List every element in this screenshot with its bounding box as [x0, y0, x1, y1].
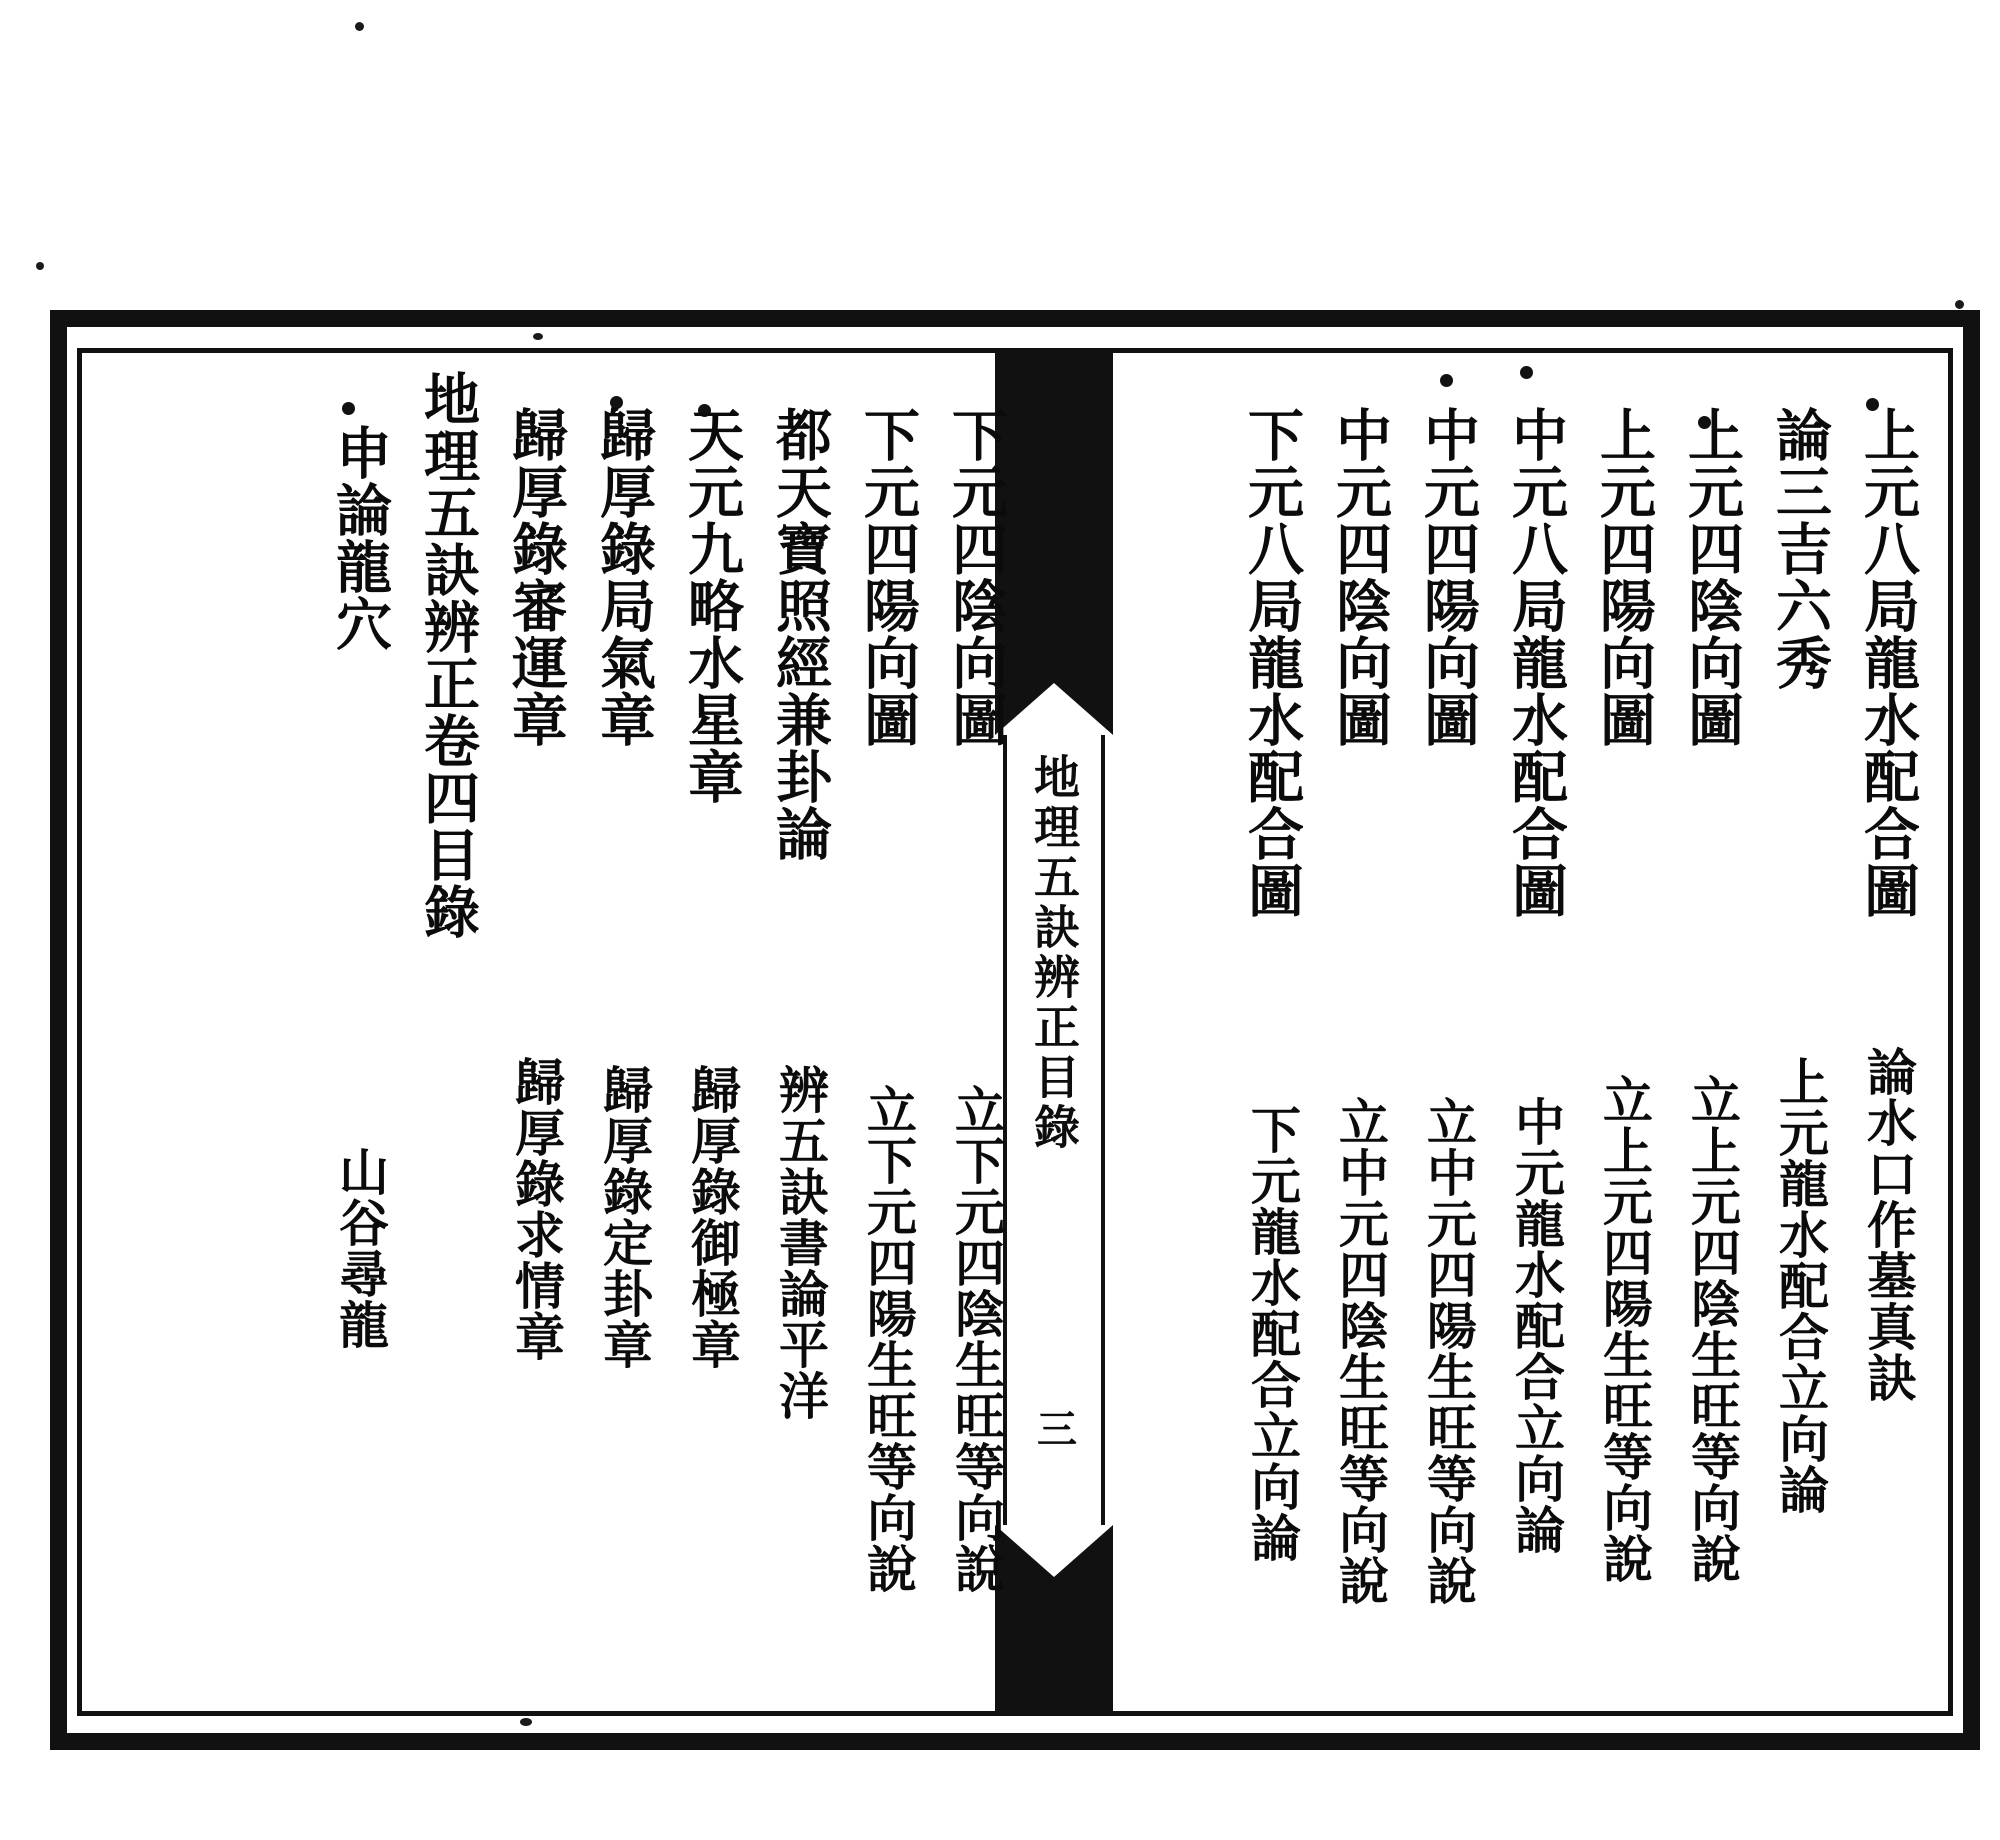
page-number: 三 — [1030, 1408, 1078, 1448]
toc-entry-sub[interactable]: 立下元四陽生旺等向說 — [859, 1084, 918, 1594]
toc-entry-sub[interactable]: 下元龍水配合立向論 — [1243, 1104, 1302, 1563]
toc-entry-sub[interactable]: 立中元四陰生旺等向說 — [1331, 1096, 1390, 1606]
toc-column — [1668, 356, 1745, 1716]
toc-column — [844, 356, 921, 1716]
toc-entry-main[interactable]: 下元八局龍水配合圖 — [1239, 406, 1305, 919]
ink-dot — [1520, 366, 1533, 379]
toc-entry-main[interactable]: 論三吉六秀 — [1767, 406, 1833, 691]
toc-column — [1756, 356, 1833, 1716]
toc-column — [756, 356, 833, 1716]
toc-entry-main[interactable]: 歸厚錄審運章 — [503, 406, 569, 748]
toc-column — [492, 356, 569, 1716]
toc-column — [1404, 356, 1481, 1716]
scan-speck — [355, 22, 364, 31]
toc-entry-sub[interactable]: 立上元四陰生旺等向說 — [1683, 1074, 1742, 1584]
ink-dot — [342, 402, 355, 415]
book-title: 地理五訣辨正目錄 — [1027, 753, 1081, 1153]
toc-entry-sub[interactable]: 立中元四陽生旺等向說 — [1419, 1096, 1478, 1606]
toc-column — [932, 356, 1009, 1716]
toc-entry-main[interactable]: 下元四陽向圖 — [855, 406, 921, 748]
toc-column — [1228, 356, 1305, 1716]
toc-entry-main[interactable]: 上元八局龍水配合圖 — [1855, 406, 1921, 919]
scan-speck — [1955, 300, 1964, 309]
scan-speck — [36, 262, 44, 270]
toc-entry-sub[interactable]: 立上元四陽生旺等向說 — [1595, 1074, 1654, 1584]
scanned-page — [50, 310, 1980, 1750]
toc-entry-main[interactable]: 天元九略水星章 — [679, 406, 745, 805]
toc-entry-sub[interactable]: 歸厚錄御極章 — [683, 1064, 742, 1370]
toc-column — [1316, 356, 1393, 1716]
contents-columns — [84, 356, 1946, 1716]
toc-entry-sub[interactable]: 辨五訣書論平洋 — [771, 1064, 830, 1421]
toc-entry-sub[interactable]: 山谷尋龍 — [331, 1146, 390, 1350]
toc-entry-sub[interactable]: 論水口作墓真訣 — [1859, 1046, 1918, 1403]
toc-entry-sub[interactable]: 立下元四陰生旺等向說 — [947, 1084, 1006, 1594]
toc-entry-sub[interactable]: 上元龍水配合立向論 — [1771, 1056, 1830, 1515]
toc-entry-sub[interactable]: 中元龍水配合立向論 — [1507, 1096, 1566, 1555]
ink-dot — [1440, 374, 1453, 387]
toc-column — [668, 356, 745, 1716]
toc-entry-main[interactable]: 上元四陰向圖 — [1679, 406, 1745, 748]
toc-column — [580, 356, 657, 1716]
toc-entry-main[interactable]: 歸厚錄局氣章 — [591, 406, 657, 748]
toc-entry-main[interactable]: 申論龍穴 — [327, 424, 393, 652]
toc-entry-main[interactable]: 中元四陰向圖 — [1327, 406, 1393, 748]
toc-column — [1580, 356, 1657, 1716]
toc-entry-main[interactable]: 下元四陰向圖 — [943, 406, 1009, 748]
toc-entry-main[interactable]: 中元八局龍水配合圖 — [1503, 406, 1569, 919]
toc-column — [316, 356, 393, 1716]
toc-entry-sub[interactable]: 歸厚錄定卦章 — [595, 1064, 654, 1370]
toc-entry-sub[interactable]: 歸厚錄求情章 — [507, 1056, 566, 1362]
toc-entry-main[interactable]: 上元四陽向圖 — [1591, 406, 1657, 748]
toc-column — [404, 356, 481, 1716]
toc-volume-heading[interactable]: 地理五訣辨正卷四目錄 — [415, 370, 481, 940]
toc-column — [1844, 356, 1921, 1716]
toc-entry-main[interactable]: 都天寶照經兼卦論 — [767, 406, 833, 862]
toc-entry-main[interactable]: 中元四陽向圖 — [1415, 406, 1481, 748]
toc-column — [1492, 356, 1569, 1716]
